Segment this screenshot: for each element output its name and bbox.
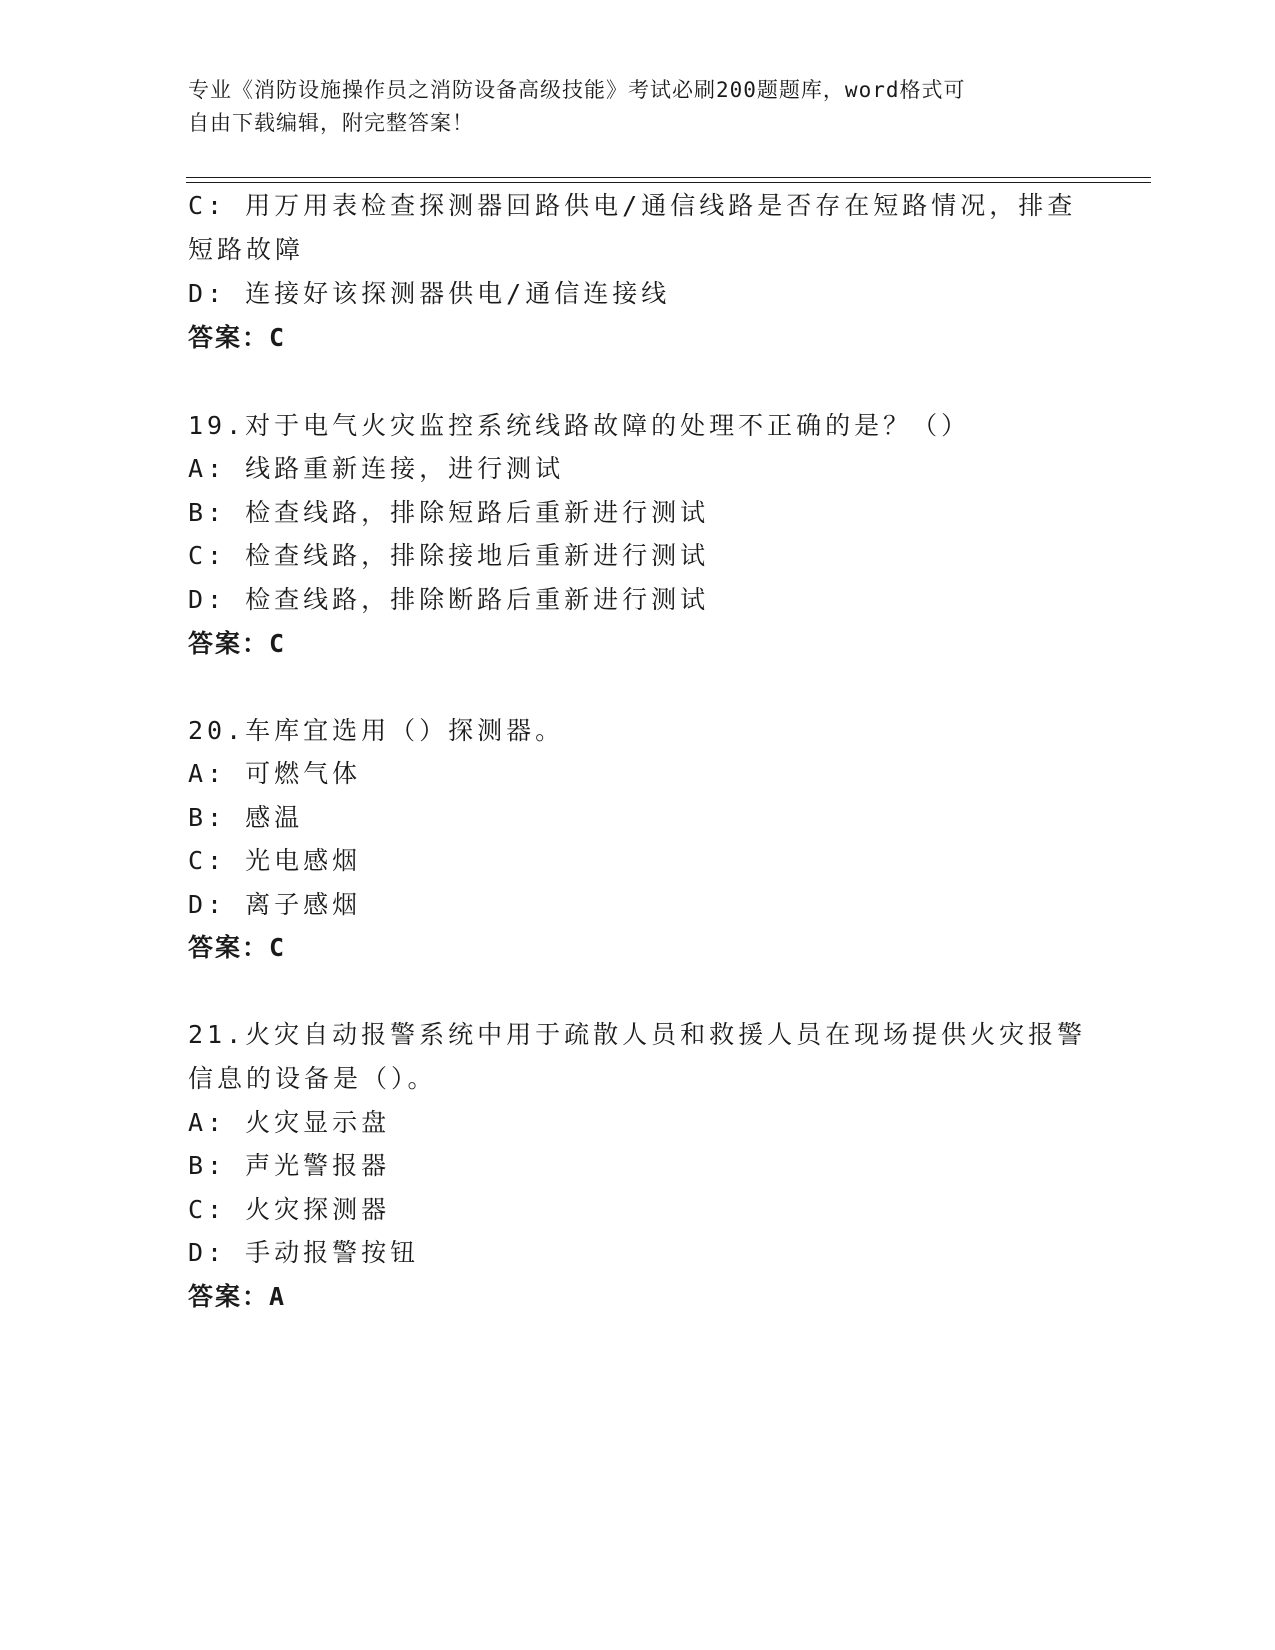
q18-option-d: D: 连接好该探测器供电/通信连接线 [188,279,671,308]
q20-option-d: D: 离子感烟 [188,890,362,919]
q19-option-b: B: 检查线路，排除短路后重新进行测试 [188,498,710,527]
q20-option-a: A: 可燃气体 [188,759,362,788]
header-line-2: 自由下载编辑，附完整答案！ [188,111,474,135]
q21-option-d: D: 手动报警按钮 [188,1238,420,1267]
q18-answer: 答案：C [188,323,287,352]
q19-option-a: A: 线路重新连接，进行测试 [188,454,565,483]
q20-answer: 答案：C [188,933,287,962]
q19-stem: 19.对于电气火灾监控系统线路故障的处理不正确的是？（） [188,411,971,440]
q19-option-d: D: 检查线路，排除断路后重新进行测试 [188,585,710,614]
q21-stem-line2: 信息的设备是（）。 [188,1064,437,1093]
header-divider-bottom [186,182,1151,183]
q21-option-c: C: 火灾探测器 [188,1195,391,1224]
q18-option-c-line2: 短路故障 [188,235,305,264]
header-divider-top [186,177,1151,178]
q21-option-a: A: 火灾显示盘 [188,1108,391,1137]
document-header [188,74,1068,140]
q20-stem: 20.车库宜选用（）探测器。 [188,716,565,745]
q19-answer: 答案：C [188,629,287,658]
q20-option-c: C: 光电感烟 [188,846,362,875]
q19-option-c: C: 检查线路，排除接地后重新进行测试 [188,541,710,570]
header-line-1: 专业《消防设施操作员之消防设备高级技能》考试必刷200题题库，word格式可 [188,78,966,102]
q21-stem-line1: 21.火灾自动报警系统中用于疏散人员和救援人员在现场提供火灾报警 [188,1020,1087,1049]
q18-option-c-line1: C: 用万用表检查探测器回路供电/通信线路是否存在短路情况，排查 [188,191,1077,220]
q20-option-b: B: 感温 [188,803,304,832]
q21-answer: 答案：A [188,1282,287,1311]
q21-option-b: B: 声光警报器 [188,1151,391,1180]
